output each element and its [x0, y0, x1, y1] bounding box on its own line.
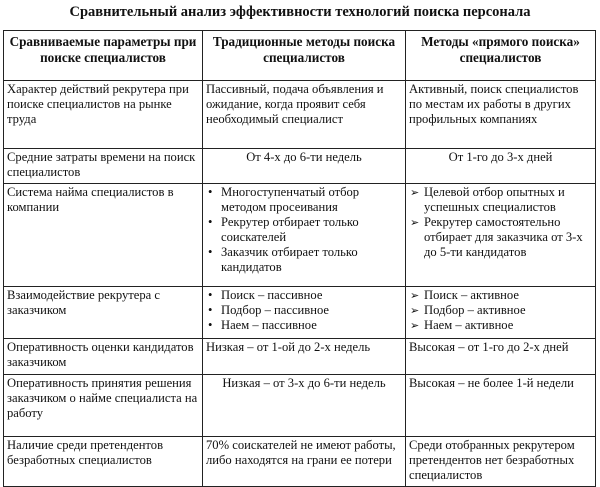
traditional-hiring-list — [206, 185, 402, 275]
list-item: ➢ Подбор – активное — [409, 303, 592, 318]
param-cell: Характер действий рекрутера при поиске специалистов на рынке труда — [4, 81, 203, 149]
list-item: • Заказчик отбирает только кандидатов — [206, 245, 402, 275]
list-item: • Наем – пассивное — [206, 318, 402, 333]
table-row — [4, 375, 596, 437]
traditional-interaction-list — [206, 288, 402, 333]
table-row — [4, 287, 596, 339]
traditional-cell: Пассивный, подача объявления и ожидание, когда проявит себя необходимый специалист — [203, 81, 406, 149]
param-cell: Средние затраты времени на поиск специалистов — [4, 149, 203, 184]
direct-interaction-list — [409, 288, 592, 333]
direct-hiring-list — [409, 185, 592, 260]
list-item: ➢ Поиск – активное — [409, 288, 592, 303]
header-direct: Методы «прямого поиска» специалистов — [406, 31, 596, 81]
direct-cell: Высокая – не более 1-й недели — [406, 375, 596, 437]
direct-cell: Активный, поиск специалистов по местам их работы в других профильных компаниях — [406, 81, 596, 149]
table-row — [4, 184, 596, 287]
traditional-cell: Низкая – от 1-ой до 2-х недель — [203, 339, 406, 375]
comparison-table — [3, 30, 596, 487]
direct-cell: Высокая – от 1-го до 2-х дней — [406, 339, 596, 375]
param-cell: Система найма специалистов в компании — [4, 184, 203, 287]
direct-cell: От 1-го до 3-х дней — [406, 149, 596, 184]
list-item: ➢ Наем – активное — [409, 318, 592, 333]
list-item: • Многоступенчатый отбор методом просеивания — [206, 185, 402, 215]
list-item: • Поиск – пассивное — [206, 288, 402, 303]
traditional-cell — [203, 184, 406, 287]
header-traditional: Традиционные методы поиска специалистов — [203, 31, 406, 81]
table-row — [4, 339, 596, 375]
param-cell: Наличие среди претендентов безработных специалистов — [4, 437, 203, 487]
list-item: • Подбор – пассивное — [206, 303, 402, 318]
document-title: Сравнительный анализ эффективности технологий поиска персонала — [69, 4, 531, 20]
table-header-row — [4, 31, 596, 81]
traditional-cell: Низкая – от 3-х до 6-ти недель — [203, 375, 406, 437]
list-item: • Рекрутер отбирает только соискателей — [206, 215, 402, 245]
traditional-cell — [203, 287, 406, 339]
direct-cell — [406, 287, 596, 339]
list-item: ➢ Рекрутер самостоятельно отбирает для заказчика от 3-х до 5-ти кандидатов — [409, 215, 592, 260]
direct-cell — [406, 184, 596, 287]
list-item: ➢ Целевой отбор опытных и успешных специалистов — [409, 185, 592, 215]
table-row — [4, 81, 596, 149]
table-row — [4, 149, 596, 184]
direct-cell: Среди отобранных рекрутером претендентов нет безработных специалистов — [406, 437, 596, 487]
param-cell: Оперативность оценки кандидатов заказчиком — [4, 339, 203, 375]
traditional-cell: От 4-х до 6-ти недель — [203, 149, 406, 184]
param-cell: Взаимодействие рекрутера с заказчиком — [4, 287, 203, 339]
param-cell: Оперативность принятия решения заказчиком о найме специалиста на работу — [4, 375, 203, 437]
table-row — [4, 437, 596, 487]
header-parameters: Сравниваемые параметры при поиске специалистов — [4, 31, 203, 81]
traditional-cell: 70% соискателей не имеют работы, либо находятся на грани ее потери — [203, 437, 406, 487]
